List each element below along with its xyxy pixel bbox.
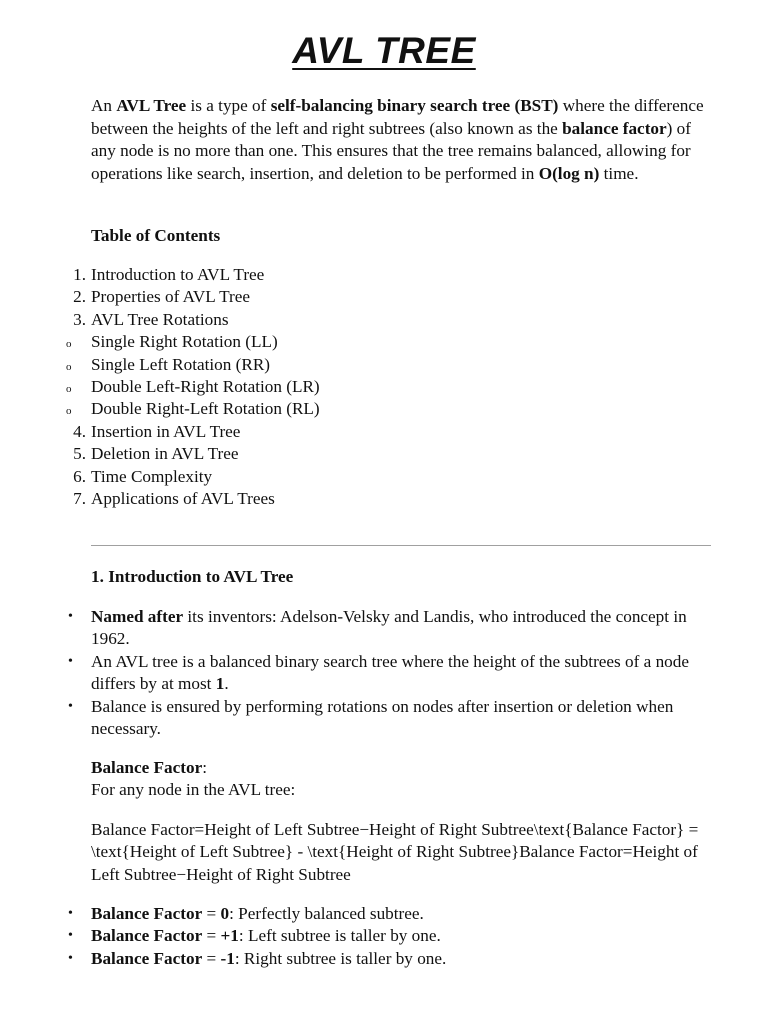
- toc-item: [0, 309, 700, 331]
- balance-factor-label: Balance Factor: [91, 758, 203, 777]
- bullet-text: =: [202, 904, 221, 923]
- bullet-icon: •: [68, 950, 73, 966]
- toc-item: [0, 421, 700, 443]
- balance-factor-colon: :: [202, 758, 207, 777]
- list-item: [0, 903, 720, 925]
- bullet-bold-text: Balance Factor: [91, 948, 203, 968]
- bullet-icon: •: [68, 698, 73, 714]
- intro-bold-avl-tree: AVL Tree: [116, 96, 187, 115]
- balance-factor-formula: Balance Factor=Height of Left Subtree−Height of Right Subtree\text{Balance Factor} = \text{Height of Left Subtree} - \text{Height of Right Subtree}Balance Factor=Height of Left Subtree−Height of Right Subtree: [91, 820, 699, 884]
- toc-item-label: Time Complexity: [91, 466, 213, 486]
- page-title-text: AVL TREE: [292, 30, 476, 71]
- toc-number: 3.: [73, 309, 86, 329]
- toc-item-label: AVL Tree Rotations: [91, 309, 229, 329]
- toc-subitem: [0, 398, 700, 420]
- table-of-contents: [0, 264, 700, 510]
- toc-subitem: [0, 354, 700, 376]
- page-title: [0, 30, 768, 72]
- toc-item-label: Applications of AVL Trees: [91, 488, 275, 508]
- bullet-text: Balance is ensured by performing rotations on nodes after insertion or deletion when necessary.: [91, 696, 674, 739]
- bullet-bold-text: Balance Factor: [91, 904, 203, 923]
- balance-factor-description: For any node in the AVL tree:: [91, 780, 296, 800]
- bullet-icon: •: [68, 928, 73, 944]
- intro-text: where the difference between the heights of the left and right subtrees (also known as the: [91, 96, 704, 138]
- bullet-text: its inventors: Adelson-Velsky and Landis, who introduced the concept in 1962.: [91, 607, 687, 649]
- toc-number: 7.: [73, 488, 86, 508]
- toc-item: [0, 488, 700, 510]
- balance-factor-list: [0, 903, 720, 970]
- bullet-text: An AVL tree is a balanced binary search tree where the height of the subtrees of a node differs by at most: [91, 651, 689, 694]
- bullet-bold-value: 0: [220, 904, 230, 923]
- toc-item: [0, 466, 700, 488]
- intro-text: time.: [599, 163, 639, 183]
- toc-item: [0, 264, 700, 286]
- bullet-icon: •: [68, 653, 73, 669]
- intro-text: An: [91, 96, 117, 115]
- toc-item-label: Single Right Rotation (LL): [91, 332, 278, 352]
- horizontal-divider: [91, 545, 711, 546]
- intro-bold-complexity: O(log n): [538, 163, 600, 183]
- toc-item-label: Double Left-Right Rotation (LR): [91, 376, 320, 396]
- intro-text: ) of any node is no more than one. This ensures that the tree remains balanced, allowing for operations like search, insertion, and deletion to be performed in: [91, 118, 691, 183]
- circle-bullet-icon: o: [66, 360, 72, 373]
- toc-item-label: Deletion in AVL Tree: [91, 444, 239, 464]
- bullet-bold-text: Balance Factor: [91, 926, 203, 946]
- toc-item-label: Single Left Rotation (RR): [91, 354, 271, 374]
- toc-number: 2.: [73, 287, 86, 307]
- bullet-icon: •: [68, 906, 73, 921]
- balance-factor-definition: [91, 757, 295, 802]
- list-item: [0, 948, 720, 970]
- toc-number: 1.: [73, 265, 86, 284]
- list-item: [0, 651, 720, 696]
- list-item: [0, 696, 720, 741]
- bullet-bold-value: +1: [220, 926, 239, 946]
- list-item: [0, 606, 720, 651]
- toc-item-label: Introduction to AVL Tree: [91, 265, 265, 284]
- intro-bullet-list: [0, 606, 720, 740]
- bullet-bold-text: Named after: [91, 607, 184, 626]
- toc-item-label: Insertion in AVL Tree: [91, 421, 241, 441]
- intro-paragraph: [91, 95, 711, 185]
- toc-item: [0, 443, 700, 465]
- toc-number: 5.: [73, 444, 86, 464]
- bullet-text: : Perfectly balanced subtree.: [229, 904, 424, 923]
- circle-bullet-icon: o: [66, 382, 72, 395]
- intro-bold-bst: self-balancing binary search tree (BST): [270, 96, 559, 115]
- toc-item: [0, 286, 700, 308]
- toc-heading: Table of Contents: [91, 226, 221, 245]
- toc-number: 4.: [73, 421, 86, 441]
- toc-number: 6.: [73, 466, 86, 486]
- toc-item-label: Properties of AVL Tree: [91, 287, 250, 307]
- bullet-icon: •: [68, 609, 73, 624]
- circle-bullet-icon: o: [66, 338, 72, 351]
- bullet-bold-text: 1: [215, 674, 225, 694]
- section-heading: 1. Introduction to AVL Tree: [91, 567, 294, 586]
- bullet-text: : Right subtree is taller by one.: [234, 948, 447, 968]
- bullet-text: : Left subtree is taller by one.: [238, 926, 441, 946]
- toc-subitem: [0, 331, 700, 353]
- circle-bullet-icon: o: [66, 405, 72, 418]
- intro-text: is a type of: [186, 96, 271, 115]
- toc-item-label: Double Right-Left Rotation (RL): [91, 399, 320, 419]
- bullet-text: =: [202, 948, 221, 968]
- toc-subitem: [0, 376, 700, 398]
- intro-bold-balance-factor: balance factor: [562, 118, 667, 138]
- list-item: [0, 925, 720, 947]
- bullet-text: .: [224, 674, 229, 694]
- bullet-text: =: [202, 926, 221, 946]
- bullet-bold-value: -1: [220, 948, 235, 968]
